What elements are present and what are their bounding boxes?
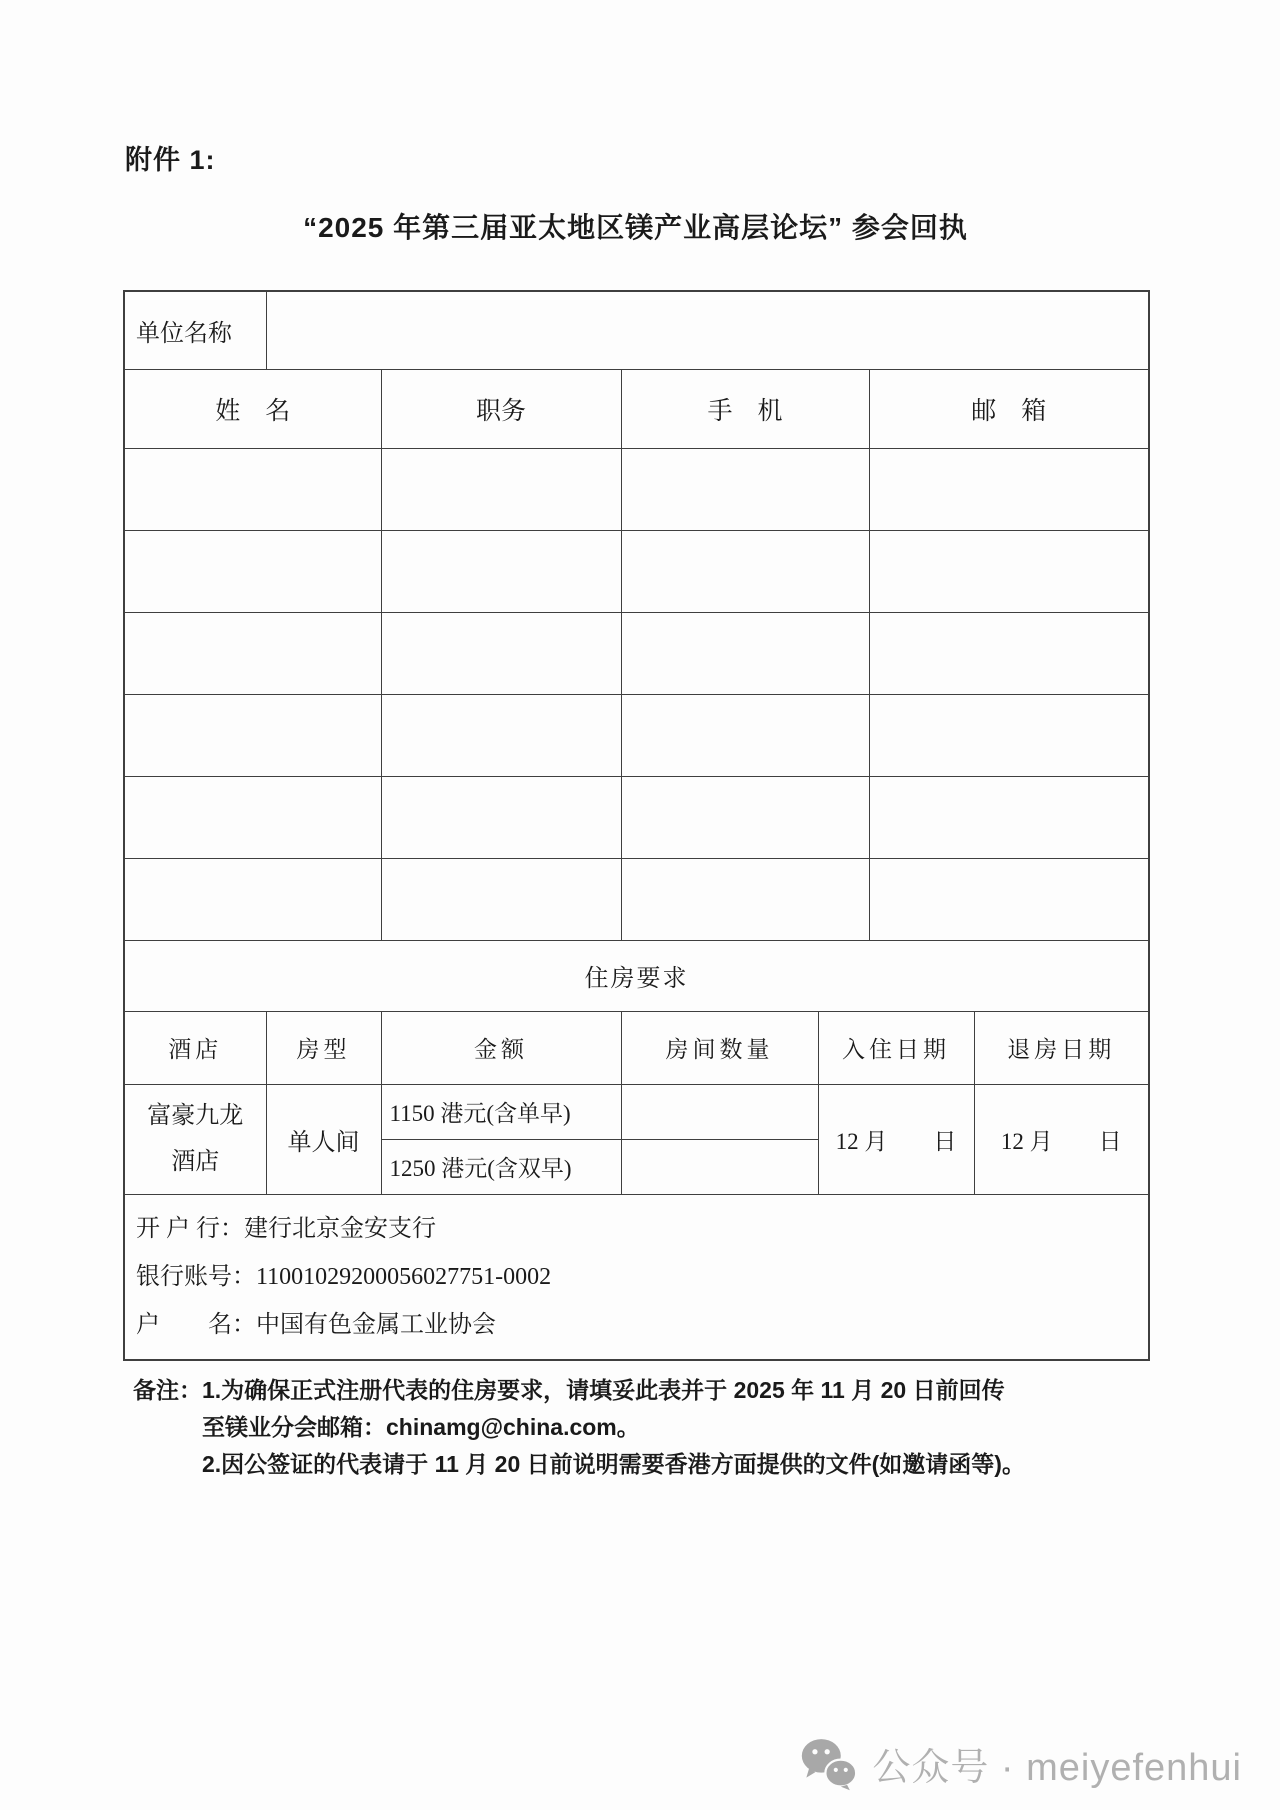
housing-banner-row (124, 940, 1149, 1011)
hotel-price-row-1 (124, 1084, 1149, 1139)
check-out-date-cell: 12 月 日 (974, 1084, 1149, 1194)
bank-info-row (124, 1194, 1149, 1360)
attendee-mobile-cell (621, 612, 869, 694)
note-item-1-line-2: 至镁业分会邮箱：chinamg@china.com。 (202, 1414, 640, 1440)
attendee-email-cell (869, 612, 1149, 694)
attendee-mobile-cell (621, 530, 869, 612)
room-count-cell-2 (621, 1139, 818, 1194)
housing-section-title: 住房要求 (124, 940, 1149, 1011)
attendee-mobile-cell (621, 448, 869, 530)
header-hotel: 酒店 (124, 1011, 266, 1084)
attachment-label: 附件 1: (125, 145, 216, 175)
attendee-position-cell (381, 448, 621, 530)
notes-body (202, 1372, 1213, 1483)
hotel-name-line1: 富豪九龙 (147, 1103, 244, 1129)
notes-section (133, 1372, 1213, 1483)
attendee-position-cell (381, 858, 621, 940)
attendee-name-cell (124, 858, 381, 940)
unit-name-label: 单位名称 (124, 291, 266, 369)
page-title: “2025 年第三届亚太地区镁产业高层论坛” 参会回执 (303, 212, 968, 243)
room-count-cell-1 (621, 1084, 818, 1139)
wechat-icon (800, 1737, 858, 1791)
hotel-name-cell (124, 1084, 266, 1194)
header-check-in: 入住日期 (818, 1011, 974, 1084)
attendee-row (124, 612, 1149, 694)
header-position: 职务 (381, 369, 621, 448)
attendee-row (124, 776, 1149, 858)
attendee-row (124, 858, 1149, 940)
account-holder-line: 户 名：中国有色金属工业协会 (136, 1311, 496, 1338)
check-in-date-cell: 12 月 日 (818, 1084, 974, 1194)
header-check-out: 退房日期 (974, 1011, 1149, 1084)
attendee-email-cell (869, 530, 1149, 612)
attendee-name-cell (124, 530, 381, 612)
header-amount: 金额 (381, 1011, 621, 1084)
attendee-position-cell (381, 612, 621, 694)
header-room-type: 房型 (266, 1011, 381, 1084)
note-item-1-line-1: 1.为确保正式注册代表的住房要求，请填妥此表并于 2025 年 11 月 20 日前回传 (202, 1377, 1005, 1403)
attendee-email-cell (869, 858, 1149, 940)
note-item-2: 2.因公签证的代表请于 11 月 20 日前说明需要香港方面提供的文件(如邀请函等)。 (202, 1451, 1025, 1477)
header-mobile: 手 机 (621, 369, 869, 448)
housing-header-row (124, 1011, 1149, 1084)
attendee-row (124, 530, 1149, 612)
attendee-email-cell (869, 776, 1149, 858)
room-type-cell: 单人间 (266, 1084, 381, 1194)
attendee-mobile-cell (621, 858, 869, 940)
watermark (800, 1736, 1242, 1791)
attendee-row (124, 694, 1149, 776)
attendee-name-cell (124, 612, 381, 694)
attendee-name-cell (124, 776, 381, 858)
unit-name-value-cell (266, 291, 1149, 369)
attendee-row (124, 448, 1149, 530)
notes-label: 备注： (133, 1377, 202, 1403)
attendee-name-cell (124, 694, 381, 776)
unit-name-row (124, 291, 1149, 369)
attendee-position-cell (381, 776, 621, 858)
hotel-name-line2: 酒店 (171, 1149, 220, 1175)
attendee-email-cell (869, 448, 1149, 530)
watermark-text: 公众号 · meiyefenhui (872, 1747, 1242, 1789)
header-room-count: 房间数量 (621, 1011, 818, 1084)
attendee-mobile-cell (621, 694, 869, 776)
attendee-name-cell (124, 448, 381, 530)
attendee-position-cell (381, 694, 621, 776)
registration-form-table (123, 290, 1150, 1361)
header-name: 姓 名 (124, 369, 381, 448)
attendee-position-cell (381, 530, 621, 612)
price-option-2: 1250 港元(含双早) (381, 1139, 621, 1194)
bank-name-line: 开 户 行：建行北京金安支行 (136, 1215, 436, 1242)
attendee-header-row (124, 369, 1149, 448)
price-option-1: 1150 港元(含单早) (381, 1084, 621, 1139)
attendee-mobile-cell (621, 776, 869, 858)
attendee-email-cell (869, 694, 1149, 776)
bank-account-line: 银行账号：11001029200056027751-0002 (136, 1263, 552, 1290)
bank-info-cell (124, 1194, 1149, 1360)
header-email: 邮 箱 (869, 369, 1149, 448)
